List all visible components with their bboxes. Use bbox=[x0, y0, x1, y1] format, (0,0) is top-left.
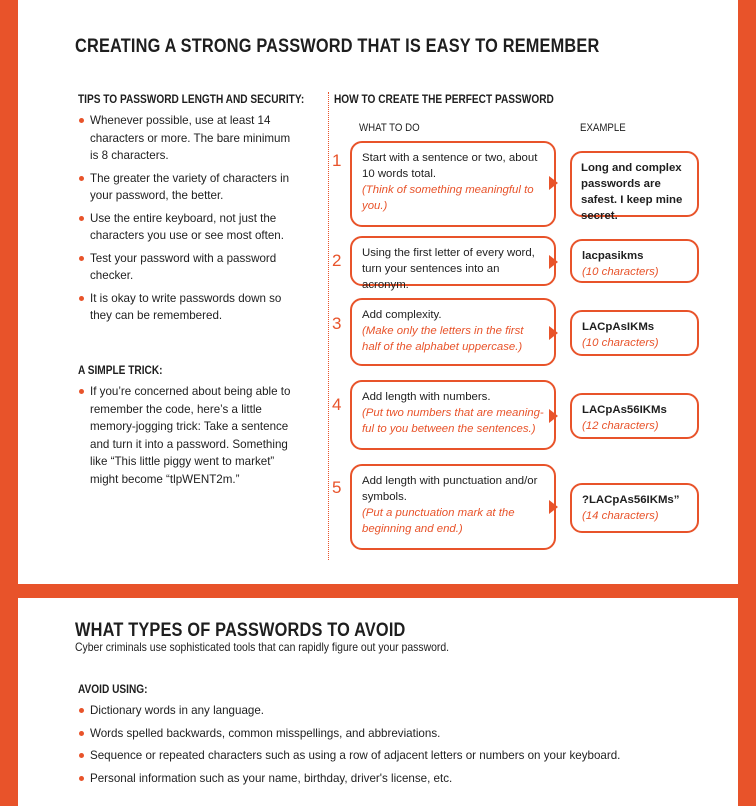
example-text: LACpAs56IKMs bbox=[582, 404, 667, 416]
bullet-icon bbox=[79, 389, 84, 394]
step-number: 5 bbox=[332, 478, 342, 497]
step-box bbox=[350, 380, 556, 450]
step-number: 3 bbox=[332, 314, 342, 333]
avoid-heading: AVOID USING: bbox=[78, 684, 148, 696]
example-box bbox=[570, 393, 699, 439]
list-item: Dictionary words in any language. bbox=[78, 702, 678, 720]
list-item: Whenever possible, use at least 14 characters or more. The bare minimum is 8 characters. bbox=[78, 112, 298, 165]
example-note: (14 characters) bbox=[582, 510, 659, 522]
example-note: (10 characters) bbox=[582, 266, 659, 278]
bullet-icon bbox=[79, 708, 84, 713]
step-text: Start with a sentence or two, about 10 words total. bbox=[362, 152, 538, 180]
step-number: 2 bbox=[332, 251, 342, 270]
avoid-list bbox=[78, 702, 678, 792]
list-item: Use the entire keyboard, not just the characters you use or see most often. bbox=[78, 210, 298, 245]
step-note: (Put a punctuation mark at the beginning and end.) bbox=[362, 507, 515, 535]
tips-heading: TIPS TO PASSWORD LENGTH AND SECURITY: bbox=[78, 94, 305, 106]
col-example-header: EXAMPLE bbox=[580, 122, 626, 134]
step-text: Add length with numbers. bbox=[362, 391, 491, 403]
avoid-title: WHAT TYPES OF PASSWORDS TO AVOID bbox=[75, 620, 406, 641]
step-text: Add complexity. bbox=[362, 309, 442, 321]
step-note: (Make only the letters in the first half of the alphabet uppercase.) bbox=[362, 325, 524, 353]
step-box bbox=[350, 141, 556, 227]
bullet-icon bbox=[79, 256, 84, 261]
page-title: CREATING A STRONG PASSWORD THAT IS EASY TO REMEMBER bbox=[75, 36, 600, 57]
arrow-right-icon bbox=[549, 409, 558, 423]
arrow-right-icon bbox=[549, 176, 558, 190]
example-text: Long and complex passwords are safest. I keep mine secret. bbox=[581, 162, 683, 222]
step-note: (Think of something meaningful to you.) bbox=[362, 184, 534, 212]
bullet-icon bbox=[79, 216, 84, 221]
bullet-icon bbox=[79, 176, 84, 181]
list-item: It is okay to write passwords down so they can be remembered. bbox=[78, 290, 298, 325]
example-note: (10 characters) bbox=[582, 337, 659, 349]
example-box bbox=[570, 151, 699, 222]
top-panel bbox=[18, 0, 738, 584]
list-item: If you’re concerned about being able to remember the code, here’s a little memory-jogging trick: Take a sentence and turn it into a password. Something like “This little piggy went to market” might become “tlpWENT2m.” bbox=[78, 383, 298, 488]
step-text: Add length with punctuation and/or symbols. bbox=[362, 475, 538, 503]
bullet-icon bbox=[79, 753, 84, 758]
avoid-intro: Cyber criminals use sophisticated tools that can rapidly figure out your password. bbox=[75, 641, 450, 654]
arrow-right-icon bbox=[549, 326, 558, 340]
list-item: The greater the variety of characters in your password, the better. bbox=[78, 170, 298, 205]
step-number: 4 bbox=[332, 395, 342, 414]
example-box bbox=[570, 483, 699, 533]
example-note: (12 characters) bbox=[582, 420, 659, 432]
example-box bbox=[570, 239, 699, 283]
step-box bbox=[350, 298, 556, 366]
column-divider bbox=[328, 92, 329, 560]
list-item: Test your password with a password checker. bbox=[78, 250, 298, 285]
bullet-icon bbox=[79, 731, 84, 736]
list-item: Sequence or repeated characters such as using a row of adjacent letters or numbers on your keyboard. bbox=[78, 747, 678, 765]
arrow-right-icon bbox=[549, 500, 558, 514]
list-item: Personal information such as your name, birthday, driver's license, etc. bbox=[78, 770, 678, 788]
tips-list bbox=[78, 112, 298, 330]
step-number: 1 bbox=[332, 151, 342, 170]
col-what-header: WHAT TO DO bbox=[359, 122, 420, 134]
bullet-icon bbox=[79, 776, 84, 781]
example-text: lacpasikms bbox=[582, 250, 644, 262]
step-box bbox=[350, 464, 556, 550]
bullet-icon bbox=[79, 296, 84, 301]
bullet-icon bbox=[79, 118, 84, 123]
trick-list bbox=[78, 383, 298, 493]
bottom-panel bbox=[18, 598, 738, 806]
step-text: Using the first letter of every word, turn your sentences into an acronym. bbox=[362, 247, 535, 291]
step-note: (Put two numbers that are meaning-ful to you between the sentences.) bbox=[362, 407, 544, 435]
example-box bbox=[570, 310, 699, 356]
howto-heading: HOW TO CREATE THE PERFECT PASSWORD bbox=[334, 94, 554, 106]
example-text: LACpAsIKMs bbox=[582, 321, 655, 333]
example-text: ?LACpAs56IKMs” bbox=[582, 494, 680, 506]
list-item: Words spelled backwards, common misspellings, and abbreviations. bbox=[78, 725, 678, 743]
arrow-right-icon bbox=[549, 255, 558, 269]
step-box bbox=[350, 236, 556, 291]
trick-heading: A SIMPLE TRICK: bbox=[78, 365, 163, 377]
